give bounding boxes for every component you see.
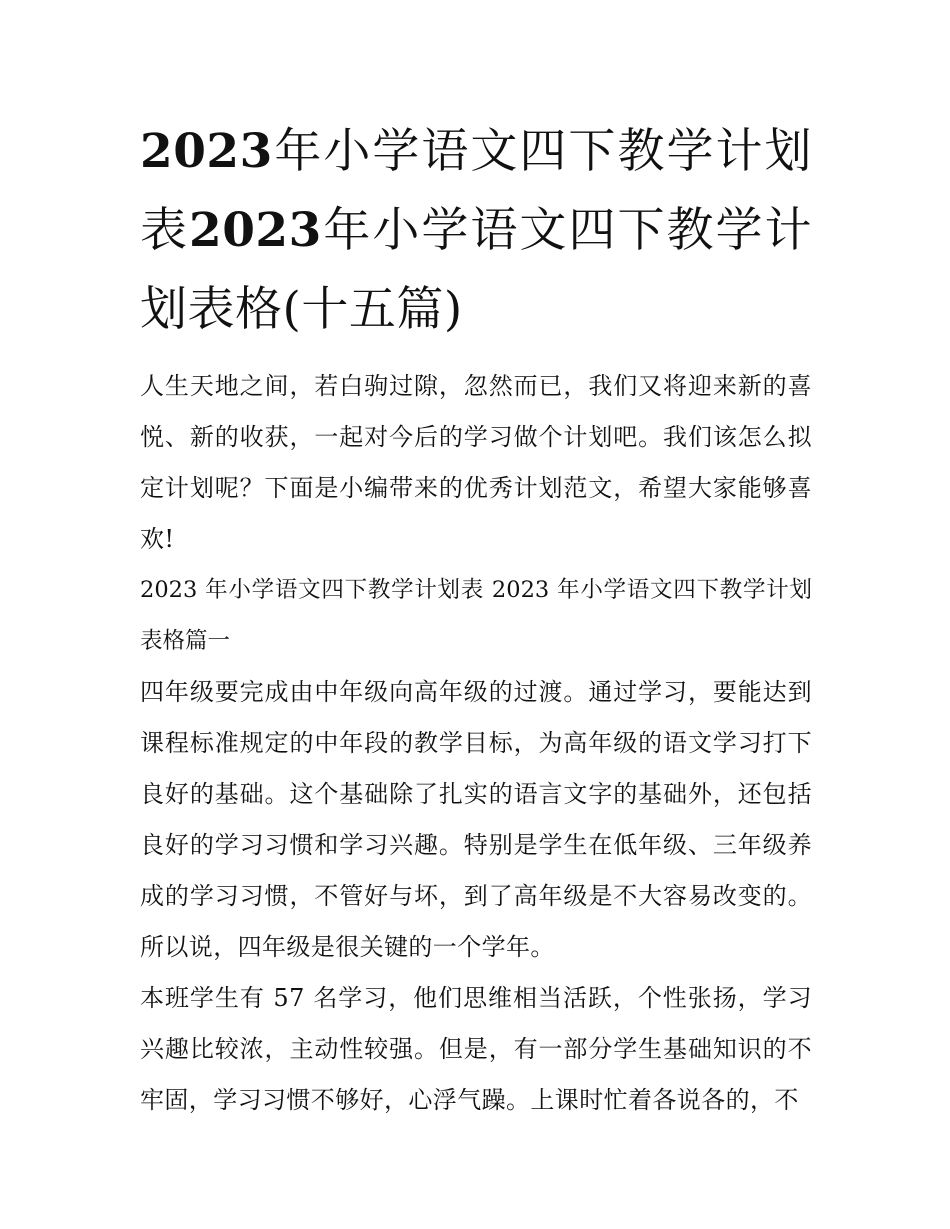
section-heading: 2023 年小学语文四下教学计划表 2023 年小学语文四下教学计划表格篇一 — [140, 577, 812, 654]
title-text-2: 年小学语文四下教学计划表格(十五篇) — [140, 203, 813, 337]
title-year-2: 2023 — [189, 203, 322, 258]
document-page — [140, 112, 812, 1126]
document-title — [140, 112, 812, 349]
title-year-1: 2023 — [140, 124, 273, 179]
intro-paragraph: 人生天地之间，若白驹过隙，忽然而已，我们又将迎来新的喜悦、新的收获，一起对今后的学习做个计划吧。我们该怎么拟定计划呢？下面是小编带来的优秀计划范文，希望大家能够喜欢! — [140, 372, 812, 553]
body-paragraph-2: 本班学生有 57 名学习，他们思维相当活跃，个性张扬，学习兴趣比较浓，主动性较强。但是，有一部分学生基础知识的不牢固，学习习惯不够好，心浮气躁。上课时忙着各说各的，不 — [140, 984, 812, 1114]
title-text-1: 年小学语文四下教学计划表 — [140, 124, 812, 258]
body-paragraph-1: 四年级要完成由中年级向高年级的过渡。通过学习，要能达到课程标准规定的中年段的教学目标，为高年级的语文学习打下良好的基础。这个基础除了扎实的语言文字的基础外，还包括良好的学习习惯和学习兴趣。特别是学生在低年级、三年级养成的学习习惯，不管好与坏，到了高年级是不大容易改变的。所以说，四年级是很关键的一个学年。 — [140, 678, 812, 961]
